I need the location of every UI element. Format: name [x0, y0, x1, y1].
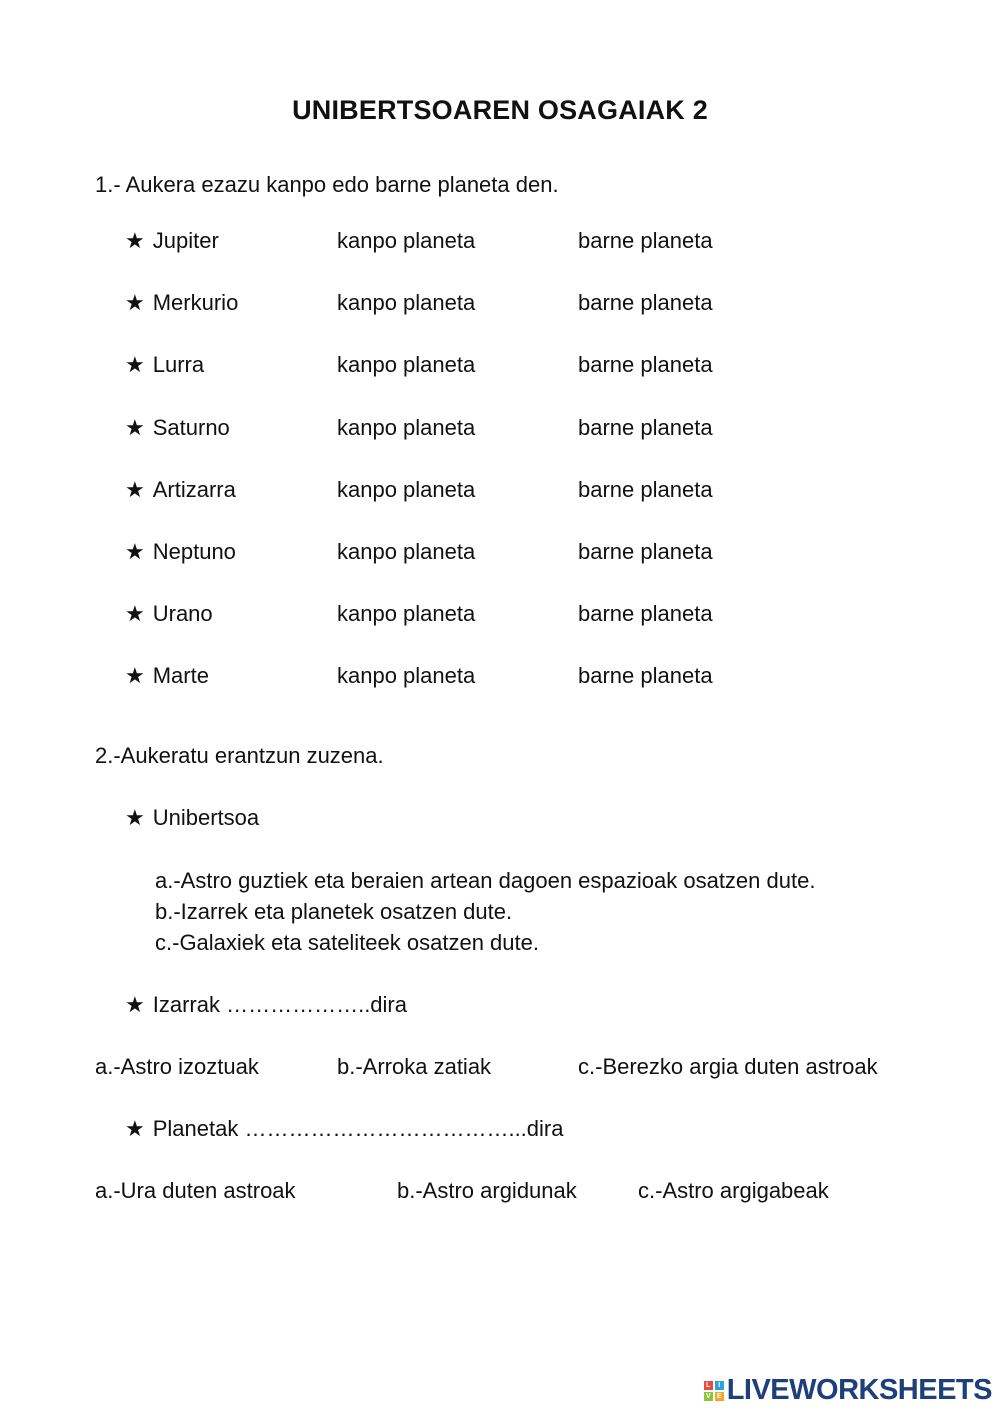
unibertsoa-option-c[interactable]: c.-Galaxiek eta sateliteek osatzen dute.	[155, 930, 539, 955]
unibertsoa-option-a[interactable]: a.-Astro guztiek eta beraien artean dagoen espazioak osatzen dute.	[155, 868, 816, 893]
logo-grid-v: V	[704, 1392, 713, 1401]
item-planetak: ★ Planetak ………………………………...dira	[125, 1116, 563, 1142]
option-barne-planeta[interactable]: barne planeta	[578, 415, 713, 440]
option-barne-planeta[interactable]: barne planeta	[578, 228, 713, 253]
logo-grid-i: I	[715, 1381, 724, 1390]
option-barne-planeta[interactable]: barne planeta	[578, 663, 713, 688]
option-kanpo-planeta[interactable]: kanpo planeta	[337, 601, 476, 626]
option-kanpo-planeta[interactable]: kanpo planeta	[337, 539, 476, 564]
planet-name: ★ Jupiter	[125, 228, 219, 254]
izarrak-option-a[interactable]: a.-Astro izoztuak	[95, 1054, 259, 1079]
question-2-prompt: 2.-Aukeratu erantzun zuzena.	[95, 743, 384, 768]
option-kanpo-planeta[interactable]: kanpo planeta	[337, 477, 476, 502]
planet-name: ★ Saturno	[125, 415, 230, 441]
option-kanpo-planeta[interactable]: kanpo planeta	[337, 352, 476, 377]
option-barne-planeta[interactable]: barne planeta	[578, 539, 713, 564]
option-barne-planeta[interactable]: barne planeta	[578, 290, 713, 315]
planet-name: ★ Merkurio	[125, 290, 238, 316]
planet-name: ★ Marte	[125, 663, 209, 689]
planetak-option-c[interactable]: c.-Astro argigabeak	[638, 1178, 829, 1203]
planet-name: ★ Lurra	[125, 352, 204, 378]
logo-grid-icon	[704, 1381, 724, 1401]
planetak-option-a[interactable]: a.-Ura duten astroak	[95, 1178, 296, 1203]
planet-name: ★ Neptuno	[125, 539, 236, 565]
option-kanpo-planeta[interactable]: kanpo planeta	[337, 290, 476, 315]
planetak-option-b[interactable]: b.-Astro argidunak	[397, 1178, 577, 1203]
option-kanpo-planeta[interactable]: kanpo planeta	[337, 663, 476, 688]
logo-grid-l: L	[704, 1381, 713, 1390]
option-barne-planeta[interactable]: barne planeta	[578, 477, 713, 502]
option-barne-planeta[interactable]: barne planeta	[578, 601, 713, 626]
izarrak-option-b[interactable]: b.-Arroka zatiak	[337, 1054, 492, 1079]
option-kanpo-planeta[interactable]: kanpo planeta	[337, 415, 476, 440]
liveworksheets-logo	[704, 1374, 992, 1407]
item-unibertsoa: ★ Unibertsoa	[125, 805, 259, 831]
question-1-prompt: 1.- Aukera ezazu kanpo edo barne planeta den.	[95, 172, 559, 197]
planet-name: ★ Urano	[125, 601, 213, 627]
page-title: UNIBERTSOAREN OSAGAIAK 2	[292, 95, 708, 125]
logo-text: LIVEWORKSHEETS	[726, 1374, 992, 1406]
option-barne-planeta[interactable]: barne planeta	[578, 352, 713, 377]
izarrak-option-c[interactable]: c.-Berezko argia duten astroak	[578, 1054, 878, 1079]
planet-name: ★ Artizarra	[125, 477, 236, 503]
option-kanpo-planeta[interactable]: kanpo planeta	[337, 228, 476, 253]
unibertsoa-option-b[interactable]: b.-Izarrek eta planetek osatzen dute.	[155, 899, 513, 924]
logo-grid-e: E	[715, 1392, 724, 1401]
item-izarrak: ★ Izarrak ………………..dira	[125, 992, 407, 1018]
